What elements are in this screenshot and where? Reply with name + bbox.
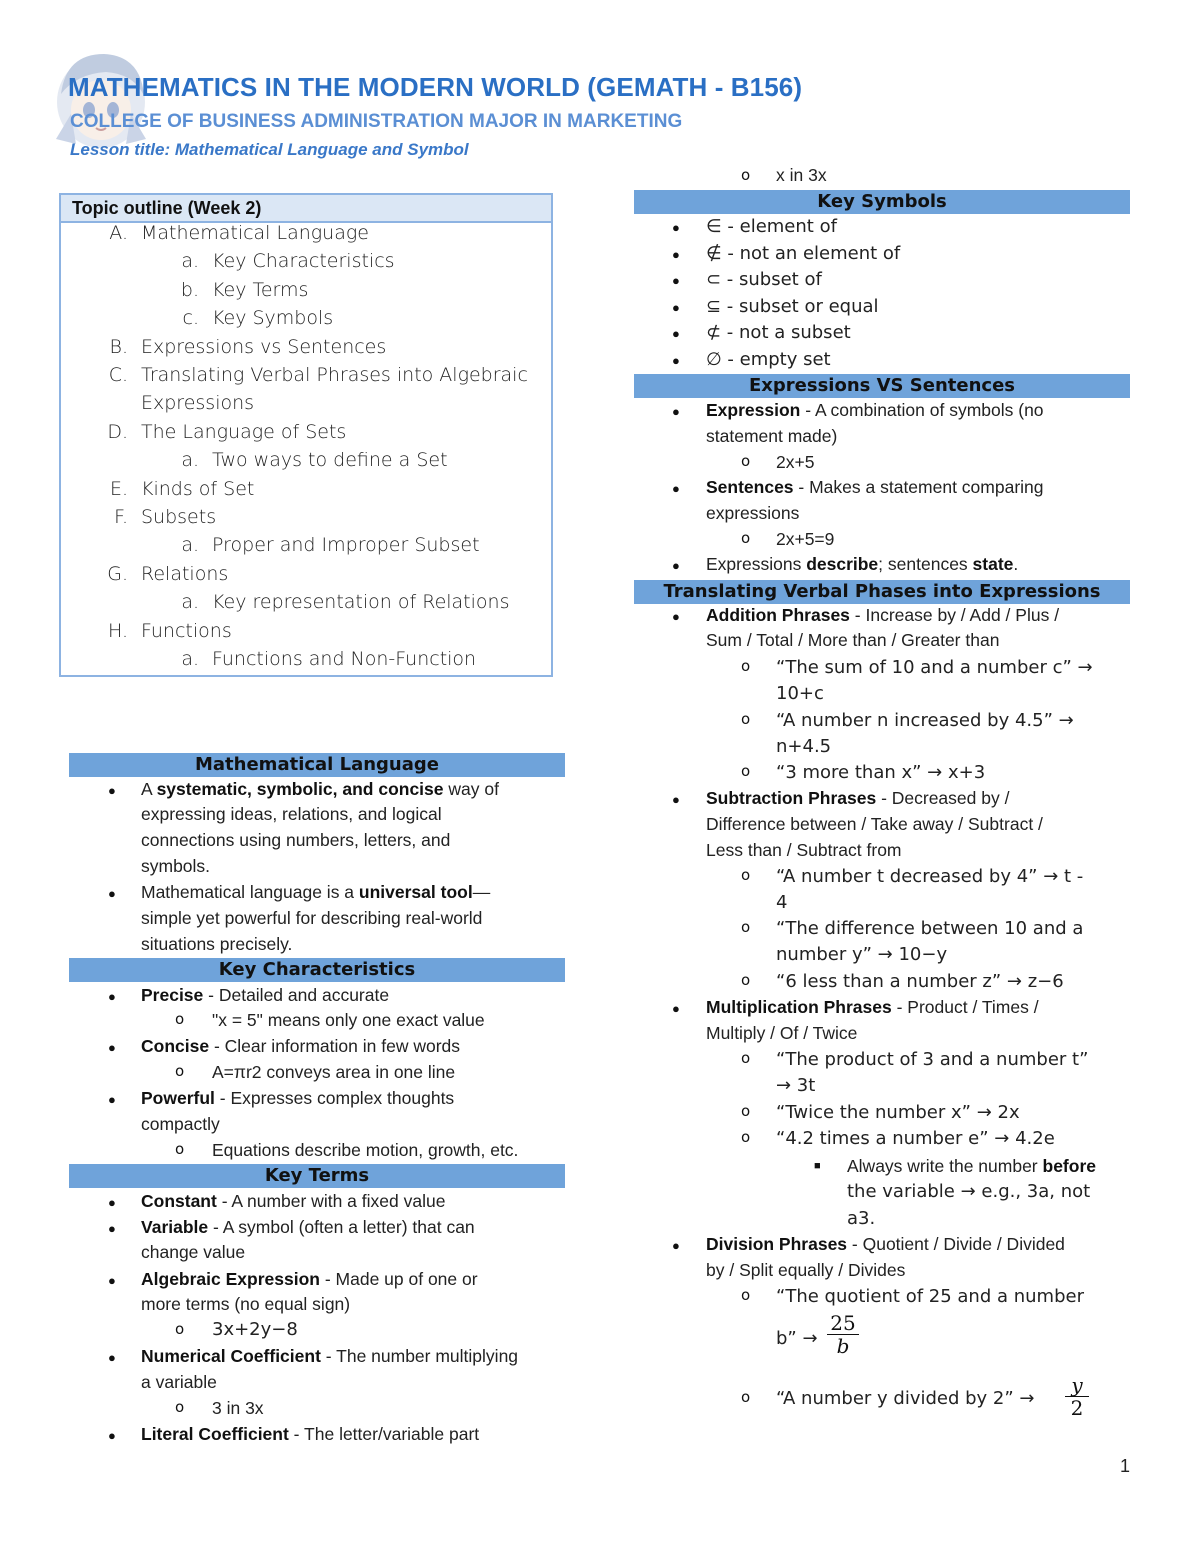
bullet-icon: ● bbox=[108, 1273, 116, 1288]
precise-item: Precise - Detailed and accurate bbox=[141, 985, 390, 1005]
text-line: more terms (no equal sign) bbox=[141, 1294, 351, 1314]
circle-bullet-icon: o bbox=[741, 1102, 751, 1120]
circle-bullet-icon: o bbox=[741, 529, 751, 547]
subtraction-example-2-answer: number y” → 10−y bbox=[776, 944, 948, 965]
bullet-icon: ● bbox=[672, 1238, 680, 1253]
expression-example: 2x+5 bbox=[776, 452, 815, 472]
outline-marker: a. bbox=[181, 591, 199, 614]
division-phrases-item: Division Phrases - Quotient / Divide / Divided bbox=[706, 1234, 1065, 1254]
subtraction-example-3: “6 less than a number z” → z−6 bbox=[776, 971, 1064, 992]
section-heading-translating-verbal-phrases: Translating Verbal Phases into Expressions bbox=[634, 580, 1130, 604]
outline-text: Mathematical Language bbox=[141, 222, 369, 244]
bullet-icon: ● bbox=[672, 404, 680, 419]
outline-marker: b. bbox=[180, 278, 199, 301]
outline-text: Relations bbox=[141, 562, 229, 585]
bullet-icon: ● bbox=[672, 609, 680, 624]
key-symbol-item: ∅ - empty set bbox=[706, 349, 831, 370]
literal-coefficient-item: Literal Coefficient - The letter/variable part bbox=[141, 1424, 480, 1444]
expression-item: Expression - A combination of symbols (no bbox=[706, 400, 1044, 420]
text-line: Sum / Total / More than / Greater than bbox=[706, 630, 1000, 650]
circle-bullet-icon: o bbox=[741, 866, 751, 884]
topic-outline-heading: Topic outline (Week 2) bbox=[61, 195, 551, 223]
outline-marker: c. bbox=[182, 307, 199, 330]
circle-bullet-icon: o bbox=[741, 971, 751, 989]
multiplication-example-2: “Twice the number x” → 2x bbox=[776, 1102, 1020, 1123]
multiplication-example-1: “The product of 3 and a number t” bbox=[776, 1049, 1089, 1070]
constant-item: Constant - A number with a fixed value bbox=[141, 1191, 446, 1211]
text-line: simple yet powerful for describing real-world bbox=[141, 908, 483, 928]
bullet-icon: ● bbox=[108, 989, 116, 1004]
multiplication-note: Always write the number before bbox=[847, 1156, 1096, 1176]
text-line: statement made) bbox=[706, 426, 838, 446]
multiplication-example-1-answer: → 3t bbox=[776, 1075, 816, 1096]
addition-example-3: “3 more than x” → x+3 bbox=[776, 762, 986, 783]
circle-bullet-icon: o bbox=[175, 1062, 185, 1080]
outline-marker: E. bbox=[109, 477, 128, 500]
division-example-1: “The quotient of 25 and a number bbox=[776, 1286, 1084, 1307]
fraction-numerator: y bbox=[1065, 1374, 1089, 1397]
bullet-icon: ● bbox=[108, 1221, 116, 1236]
sentence-example: 2x+5=9 bbox=[776, 529, 835, 549]
division-example-1-lead: b” → bbox=[776, 1328, 818, 1349]
outline-marker: G. bbox=[107, 562, 128, 585]
bullet-icon: ● bbox=[672, 558, 680, 573]
key-symbol-item: ∉ - not an element of bbox=[706, 242, 901, 264]
powerful-example: Equations describe motion, growth, etc. bbox=[212, 1140, 519, 1160]
key-symbol-item: ⊆ - subset or equal bbox=[706, 295, 879, 317]
powerful-item: Powerful - Expresses complex thoughts bbox=[141, 1088, 455, 1108]
text-line: expressing ideas, relations, and logical bbox=[141, 804, 442, 824]
outline-text: Kinds of Set bbox=[141, 477, 255, 500]
square-bullet-icon: ■ bbox=[814, 1160, 821, 1172]
text-line: a3. bbox=[847, 1208, 876, 1229]
outline-text: Subsets bbox=[141, 506, 217, 528]
bullet-icon: ● bbox=[672, 299, 680, 315]
subtraction-phrases-item: Subtraction Phrases - Decreased by / bbox=[706, 788, 1010, 808]
key-symbol-item: ⊂ - subset of bbox=[706, 269, 822, 291]
addition-example-1-answer: 10+c bbox=[776, 683, 824, 704]
outline-text: Key Terms bbox=[212, 278, 309, 301]
bullet-icon: ● bbox=[672, 353, 680, 368]
circle-bullet-icon: o bbox=[741, 762, 751, 780]
outline-text: Expressions bbox=[141, 392, 255, 415]
circle-bullet-icon: o bbox=[741, 166, 751, 184]
section-heading-key-terms: Key Terms bbox=[69, 1164, 565, 1188]
text-line: symbols. bbox=[141, 856, 211, 876]
concise-item: Concise - Clear information in few words bbox=[141, 1036, 460, 1056]
multiplication-phrases-item: Multiplication Phrases - Product / Times / bbox=[706, 997, 1039, 1017]
section-heading-key-symbols: Key Symbols bbox=[634, 190, 1130, 214]
text-line: a variable bbox=[141, 1372, 217, 1392]
bullet-icon: ● bbox=[672, 220, 680, 235]
section-heading-key-characteristics: Key Characteristics bbox=[69, 958, 565, 982]
text-line: connections using numbers, letters, and bbox=[141, 830, 451, 850]
sentence-item: Sentences - Makes a statement comparing bbox=[706, 477, 1044, 497]
subtraction-example-1-answer: 4 bbox=[776, 892, 788, 913]
bullet-icon: ● bbox=[108, 1195, 116, 1210]
fraction-numerator: 25 bbox=[827, 1312, 859, 1335]
outline-marker: H. bbox=[108, 619, 128, 642]
bullet-icon: ● bbox=[672, 1001, 680, 1016]
bullet-icon: ● bbox=[672, 246, 680, 262]
subtraction-example-2: “The difference between 10 and a bbox=[776, 918, 1084, 939]
precise-example: "x = 5" means only one exact value bbox=[212, 1010, 485, 1030]
circle-bullet-icon: o bbox=[741, 1049, 751, 1067]
algebraic-expression-item: Algebraic Expression - Made up of one or bbox=[141, 1269, 478, 1289]
algebraic-expression-example: 3x+2y−8 bbox=[212, 1319, 298, 1340]
bullet-icon: ● bbox=[108, 1040, 116, 1055]
outline-marker: F. bbox=[114, 506, 128, 528]
outline-marker: D. bbox=[107, 420, 128, 443]
text-line: Multiply / Of / Twice bbox=[706, 1023, 858, 1043]
text-line: change value bbox=[141, 1242, 246, 1262]
bullet-icon: ● bbox=[108, 783, 116, 798]
circle-bullet-icon: o bbox=[741, 918, 751, 936]
fraction-denominator: b bbox=[836, 1334, 850, 1358]
literal-coefficient-example: x in 3x bbox=[776, 165, 827, 185]
outline-marker: B. bbox=[109, 335, 128, 358]
variable-item: Variable - A symbol (often a letter) that can bbox=[141, 1217, 475, 1237]
fraction-denominator: 2 bbox=[1070, 1396, 1084, 1420]
outline-text: Translating Verbal Phrases into Algebraic bbox=[141, 364, 528, 386]
addition-example-1: “The sum of 10 and a number c” → bbox=[776, 657, 1093, 678]
bullet-icon: ● bbox=[672, 273, 680, 289]
circle-bullet-icon: o bbox=[175, 1010, 185, 1028]
bullet-icon: ● bbox=[108, 1350, 116, 1365]
section-heading-expressions-vs-sentences: Expressions VS Sentences bbox=[634, 374, 1130, 398]
subtraction-example-1: “A number t decreased by 4” → t - bbox=[776, 866, 1084, 887]
bullet-icon: ● bbox=[672, 326, 680, 342]
page-subtitle: COLLEGE OF BUSINESS ADMINISTRATION MAJOR IN MARKETING bbox=[70, 111, 683, 132]
outline-text: Proper and Improper Subset bbox=[212, 534, 480, 557]
math-language-definition: A systematic, symbolic, and concise way of bbox=[141, 779, 499, 799]
bullet-icon: ● bbox=[108, 1428, 116, 1443]
fraction-25-over-b bbox=[827, 1312, 859, 1357]
outline-marker: a. bbox=[181, 449, 199, 472]
numerical-coefficient-example: 3 in 3x bbox=[212, 1398, 264, 1418]
circle-bullet-icon: o bbox=[175, 1320, 185, 1338]
section-heading-mathematical-language: Mathematical Language bbox=[69, 753, 565, 777]
fraction-y-over-2 bbox=[1065, 1374, 1089, 1419]
outline-text: Two ways to define a Set bbox=[212, 449, 448, 472]
text-line: expressions bbox=[706, 503, 800, 523]
page-number: 1 bbox=[1120, 1456, 1131, 1476]
outline-text: Key Characteristics bbox=[212, 250, 395, 273]
outline-marker: a. bbox=[181, 250, 199, 273]
page-title: MATHEMATICS IN THE MODERN WORLD (GEMATH - B156) bbox=[68, 72, 803, 102]
outline-marker: a. bbox=[181, 648, 199, 670]
addition-phrases-item: Addition Phrases - Increase by / Add / Plus / bbox=[706, 605, 1060, 625]
expressions-vs-sentences-summary: Expressions describe; sentences state. bbox=[706, 554, 1019, 574]
outline-marker: A. bbox=[109, 222, 128, 244]
circle-bullet-icon: o bbox=[741, 657, 751, 675]
bullet-icon: ● bbox=[672, 481, 680, 496]
text-line: the variable → e.g., 3a, not bbox=[847, 1181, 1091, 1202]
outline-text: Key representation of Relations bbox=[212, 591, 510, 614]
circle-bullet-icon: o bbox=[175, 1140, 185, 1158]
division-example-2: “A number y divided by 2” → bbox=[776, 1388, 1035, 1409]
outline-text: Functions bbox=[141, 619, 232, 642]
circle-bullet-icon: o bbox=[741, 452, 751, 470]
lesson-title: Lesson title: Mathematical Language and Symbol bbox=[70, 140, 469, 159]
bullet-icon: ● bbox=[108, 886, 116, 901]
concise-example: A=πr2 conveys area in one line bbox=[212, 1062, 456, 1082]
text-line: by / Split equally / Divides bbox=[706, 1260, 906, 1280]
circle-bullet-icon: o bbox=[741, 1286, 751, 1304]
circle-bullet-icon: o bbox=[741, 1388, 751, 1406]
addition-example-2: “A number n increased by 4.5” → bbox=[776, 710, 1074, 731]
outline-text: Key Symbols bbox=[212, 307, 334, 330]
text-line: Difference between / Take away / Subtract / bbox=[706, 814, 1043, 834]
outline-text: The Language of Sets bbox=[141, 420, 347, 443]
outline-text: Expressions vs Sentences bbox=[141, 335, 387, 358]
multiplication-example-3: “4.2 times a number e” → 4.2e bbox=[776, 1128, 1055, 1149]
circle-bullet-icon: o bbox=[741, 710, 751, 728]
outline-marker: a. bbox=[181, 534, 199, 557]
numerical-coefficient-item: Numerical Coefficient - The number multiplying bbox=[141, 1346, 519, 1366]
text-line: Less than / Subtract from bbox=[706, 840, 902, 860]
circle-bullet-icon: o bbox=[741, 1128, 751, 1146]
text-line: compactly bbox=[141, 1114, 220, 1134]
bullet-icon: ● bbox=[672, 792, 680, 807]
key-symbol-item: ∈ - element of bbox=[706, 216, 837, 237]
outline-text: Functions and Non-Function bbox=[212, 648, 477, 670]
text-line: situations precisely. bbox=[141, 934, 293, 954]
key-symbol-item: ⊄ - not a subset bbox=[706, 322, 851, 344]
outline-marker: C. bbox=[108, 364, 128, 386]
addition-example-2-answer: n+4.5 bbox=[776, 736, 832, 757]
universal-tool-statement: Mathematical language is a universal tool— bbox=[141, 882, 491, 902]
circle-bullet-icon: o bbox=[175, 1398, 185, 1416]
bullet-icon: ● bbox=[108, 1092, 116, 1107]
